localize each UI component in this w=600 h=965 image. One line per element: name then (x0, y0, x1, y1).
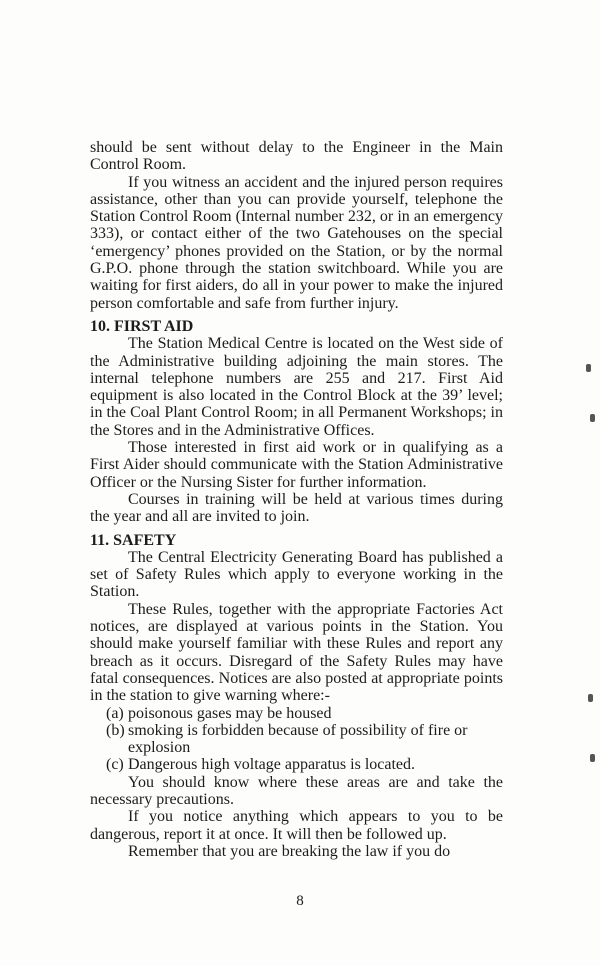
paragraph-law: Remember that you are breaking the law if you do (128, 842, 451, 860)
section-heading-safety: 11. SAFETY (90, 531, 177, 549)
paragraph-accident: If you witness an accident and the injured person requires assistance, other than you can provide yourself, telephone the Station Control Room (Internal number 232, or in an emergency 333), or contact either of the two Gatehouses on the special ‘emergency’ phones provided on the Station, or by the normal G.P.O. phone through the station switchboard. While you are waiting for first aiders, do all in your power to make the injured person comfortable and safe from further injury. (90, 173, 503, 312)
list-label: (b) (106, 721, 125, 739)
margin-mark (588, 694, 593, 702)
list-label: (a) (106, 704, 124, 722)
paragraph-medical-centre: The Station Medical Centre is located on the West side of the Administrative building adjoining the main stores. The internal telephone numbers are 255 and 217. First Aid equipment is also located in the Control Block at the 39’ level; in the Coal Plant Control Room; in all Permanent Workshops; in the Stores and in the Administrative Offices. (90, 335, 503, 439)
paragraph-courses: Courses in training will be held at various times during the year and all are invited to join. (90, 490, 503, 526)
list-text: poisonous gases may be housed (128, 704, 332, 722)
list-item (90, 756, 503, 773)
page-number: 8 (296, 893, 304, 909)
paragraph-factories-act: These Rules, together with the appropriate Factories Act notices, are displayed at various points in the Station. You should make yourself familiar with these Rules and report any breach as it occurs. Disregard of the Safety Rules may have fatal consequences. Notices are also posted at appropriate points in the station to give warning where:- (90, 600, 503, 705)
paragraph-precautions: You should know where these areas are and take the necessary precautions. (90, 773, 503, 808)
page-body (90, 139, 503, 860)
list-text: Dangerous high voltage apparatus is located. (128, 756, 416, 774)
list-label: (c) (106, 756, 124, 774)
paragraph-safety-rules: The Central Electricity Generating Board has published a set of Safety Rules which apply to everyone working in the Station. (90, 548, 503, 601)
section-heading-first-aid: 10. FIRST AID (90, 317, 194, 335)
list-item (90, 705, 503, 722)
list-item (90, 722, 503, 757)
margin-mark (586, 364, 591, 372)
list-text: smoking is forbidden because of possibility of fire or explosion (128, 721, 468, 757)
margin-mark (590, 754, 595, 762)
margin-mark (590, 414, 595, 422)
paragraph-report-danger: If you notice anything which appears to you to be dangerous, report it at once. It will then be followed up. (90, 808, 503, 843)
paragraph-first-aider: Those interested in first aid work or in qualifying as a First Aider should communicate with the Station Administrative Officer or the Nursing Sister for further information. (90, 439, 503, 491)
paragraph-continuation: should be sent without delay to the Engineer in the Main Control Room. (90, 139, 503, 174)
